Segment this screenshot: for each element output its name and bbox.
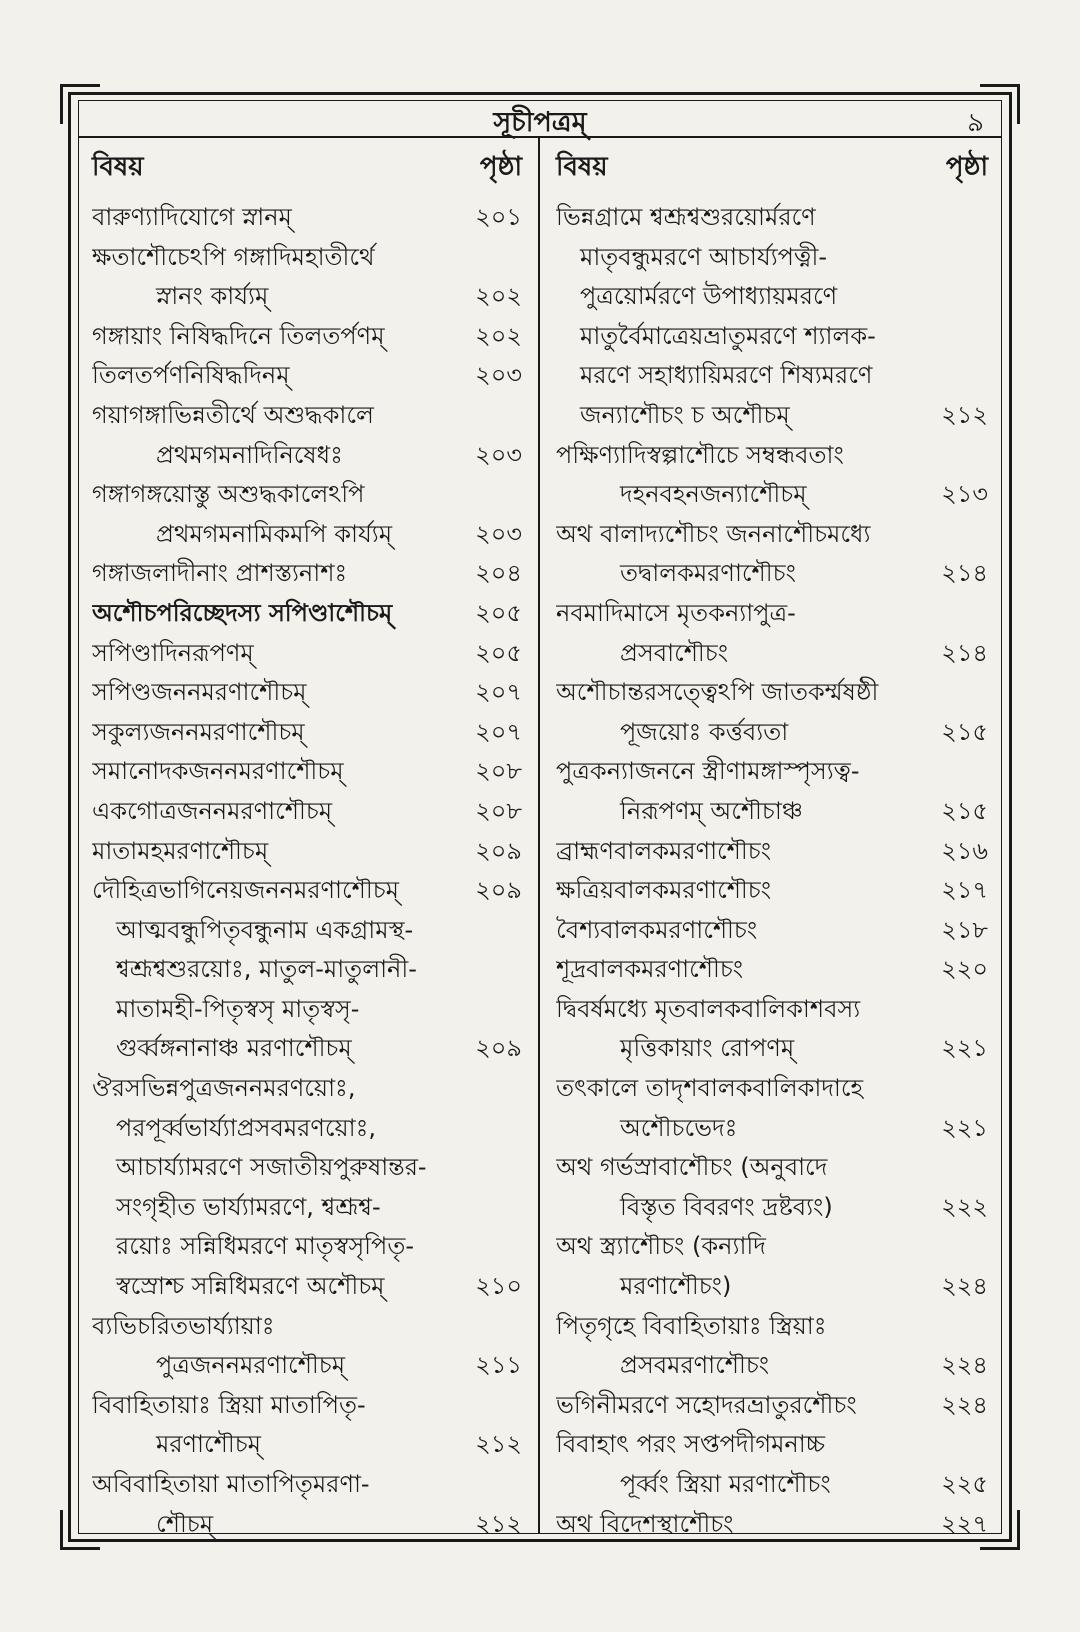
page-header [78, 100, 1002, 138]
subject-heading: বিষয় [556, 152, 608, 182]
toc-entry [556, 475, 988, 515]
left-column [92, 146, 522, 1544]
entry-title: মরণাশৌচং) [620, 1272, 732, 1301]
toc-entry [92, 752, 522, 792]
entry-title: গঙ্গায়াং নিষিদ্ধদিনে তিলতর্পণম্ [92, 321, 385, 350]
entry-title: স্নানং কার্য্যম্ [156, 282, 269, 311]
toc-entry [556, 396, 988, 436]
entry-page: ২২৫ [941, 1470, 988, 1498]
entry-page: ২১৭ [941, 876, 988, 905]
entry-page: ২১৬ [941, 836, 988, 865]
entry-title: পুত্রকন্যাজননে স্ত্রীণামঙ্গাস্পৃস্যত্ব- [556, 757, 860, 786]
entry-title: অথ গর্ভস্রাবাশৌচং (অনুবাদে [556, 1153, 828, 1182]
entry-title: সকুল্যজননমরণাশৌচম্ [92, 717, 305, 746]
toc-entry [556, 436, 988, 476]
toc-entry [556, 1069, 988, 1109]
entry-page: ২০৯ [475, 1034, 522, 1063]
entry-title: আত্মবন্ধুপিতৃবন্ধুনাম একগ্রামস্থ- [116, 915, 414, 944]
entry-title: রয়োঃ সন্নিধিমরণে মাতৃস্বসৃপিতৃ- [116, 1232, 414, 1261]
entry-title: পরপূর্ব্বভার্য্যাপ্রসবমরণয়োঃ, [116, 1113, 377, 1142]
toc-entry [92, 634, 522, 674]
entry-title: প্রথমগমনাদিনিষেধঃ [156, 440, 343, 469]
toc-entry [556, 1307, 988, 1347]
entry-title: পূর্ব্বং স্ত্রিয়া মরণাশৌচং [620, 1470, 831, 1498]
toc-entry [92, 1148, 522, 1188]
entry-title: ক্ষতাশৌচেঽপি গঙ্গাদিমহাতীর্থে [92, 242, 375, 271]
toc-entry [92, 1227, 522, 1267]
toc-entry [92, 713, 522, 753]
toc-entry [92, 277, 522, 317]
entry-title: গঙ্গাগঙ্গয়োস্তু অশুদ্ধকালেঽপি [92, 480, 365, 509]
toc-entry [556, 238, 988, 278]
entry-page: ২২১ [941, 1034, 988, 1063]
entry-title: একগোত্রজননমরণাশৌচম্ [92, 796, 333, 825]
entry-page: ২২২ [941, 1192, 988, 1221]
entry-page: ২১২ [475, 1430, 522, 1459]
entry-title: মাতুর্বৈমাত্রেয়ভ্রাতুমরণে শ্যালক- [580, 321, 876, 350]
toc-entry [556, 634, 988, 674]
entry-page: ২১১ [475, 1351, 522, 1380]
entry-page: ২০৯ [475, 836, 522, 865]
toc-entry [92, 1386, 522, 1426]
entry-title: ভিন্নগ্রামে শ্বশ্রূশ্বশুরয়োর্মরণে [556, 203, 816, 231]
toc-entry [556, 594, 988, 634]
toc-entry [92, 1188, 522, 1228]
entry-title: দ্বিবর্ষমধ্যে মৃতবালকবালিকাশবস্য [556, 994, 861, 1023]
column-header [556, 146, 988, 192]
entry-page: ২০৫ [475, 598, 522, 627]
entry-title: অথ স্ত্র্যাশৌচং (কন্যাদি [556, 1232, 766, 1261]
toc-entry [556, 1188, 988, 1228]
toc-entry [92, 871, 522, 911]
toc-entry [556, 1109, 988, 1149]
entry-title: মৃত্তিকায়াং রোপণম্ [620, 1034, 795, 1063]
toc-entry [92, 356, 522, 396]
toc-entry [92, 198, 522, 238]
toc-entry [92, 1465, 522, 1505]
entry-page: ২২৪ [941, 1351, 988, 1380]
entry-page: ২১০ [475, 1272, 522, 1301]
entry-page: ২১৪ [941, 638, 988, 667]
toc-entry [556, 554, 988, 594]
toc-entry [556, 713, 988, 753]
toc-entry [556, 871, 988, 911]
entry-page: ২০৩ [475, 440, 522, 469]
entry-title: সংগৃহীত ভার্য্যামরণে, শ্বশ্রূশ্ব- [116, 1192, 381, 1221]
subject-heading: বিষয় [92, 152, 144, 182]
entry-title: প্রসবমরণাশৌচং [620, 1351, 770, 1380]
entry-title: জন্যাশৌচং চ অশৌচম্ [580, 400, 790, 429]
toc-entry [556, 752, 988, 792]
toc-entry [556, 515, 988, 555]
entry-title: প্রসবাশৌচং [620, 638, 729, 667]
toc-entry [92, 1109, 522, 1149]
column-header [92, 146, 522, 192]
toc-entry [92, 792, 522, 832]
entry-page: ২১৫ [941, 796, 988, 825]
entry-page: ২১২ [475, 1509, 522, 1538]
entry-page: ২০৭ [475, 678, 522, 707]
entry-title: অশৌচভেদঃ [620, 1113, 738, 1142]
entry-title: গঙ্গাজলাদীনাং প্রাশস্ত্যনাশঃ [92, 559, 348, 588]
toc-entry [92, 317, 522, 357]
entry-title: বারুণ্যাদিযোগে স্নানম্ [92, 203, 292, 231]
entry-title: দৌহিত্রভাগিনেয়জননমরণাশৌচম্ [92, 876, 399, 905]
entry-title: অশৌচান্তরসত্ত্বেঽপি জাতকর্ম্মষষ্ঠী [556, 678, 879, 707]
toc-entry [556, 356, 988, 396]
toc-entry [556, 317, 988, 357]
entry-title: অবিবাহিতায়া মাতাপিতৃমরণা- [92, 1470, 370, 1498]
entry-title: তৎকালে তাদৃশবালকবালিকাদাহে [556, 1074, 864, 1103]
entry-title: তদ্বালকমরণাশৌচং [620, 559, 796, 588]
entry-title: গয়াগঙ্গাভিন্নতীর্থে অশুদ্ধকালে [92, 400, 374, 429]
entry-page: ২০২ [475, 321, 522, 350]
entry-title: বৈশ্যবালকমরণাশৌচং [556, 915, 758, 944]
toc-entry [92, 1069, 522, 1109]
toc-entry [556, 1148, 988, 1188]
entry-page: ২১৫ [941, 717, 988, 746]
entry-title: দহনবহনজন্যাশৌচম্ [620, 480, 807, 509]
entry-title: মাতৃবন্ধুমরণে আচার্য্যপত্নী- [580, 242, 828, 271]
entry-title: পুত্রজননমরণাশৌচম্ [156, 1351, 346, 1380]
toc-entry [92, 1267, 522, 1307]
entry-page: ২১২ [941, 400, 988, 429]
toc-entry [92, 475, 522, 515]
entry-page: ২০১ [475, 203, 522, 231]
entry-title: ব্রাহ্মণবালকমরণাশৌচং [556, 836, 772, 865]
entry-list [92, 198, 522, 1544]
toc-entry [92, 396, 522, 436]
column-divider [538, 138, 540, 1534]
entry-page: ২০২ [475, 282, 522, 311]
toc-entry [92, 1029, 522, 1069]
toc-entry [556, 1227, 988, 1267]
toc-entry [92, 832, 522, 872]
entry-title: শৌচম্ [156, 1509, 214, 1538]
entry-title: সপিণ্ডজননমরণাশৌচম্ [92, 678, 307, 707]
toc-entry [556, 1386, 988, 1426]
entry-title: গুর্ব্বঙ্গনানাঞ্চ মরণাশৌচম্ [116, 1034, 352, 1063]
toc-entry [92, 1346, 522, 1386]
toc-entry [556, 673, 988, 713]
entry-title: অথ বালাদ্যশৌচং জননাশৌচমধ্যে [556, 519, 871, 548]
entry-page: ২২০ [941, 955, 988, 984]
entry-title: তিলতর্পণনিষিদ্ধদিনম্ [92, 361, 290, 390]
entry-title: পূজয়োঃ কর্ত্তব্যতা [620, 717, 789, 746]
toc-entry [556, 950, 988, 990]
entry-page: ২০৩ [475, 519, 522, 548]
entry-title: ঔরসভিন্নপুত্রজননমরণয়োঃ, [92, 1074, 356, 1103]
toc-entry [556, 832, 988, 872]
entry-title: নিরূপণম্ অশৌচাঞ্চ [620, 796, 803, 825]
entry-title: মরণাশৌচম্ [156, 1430, 261, 1459]
entry-title: পক্ষিণ্যাদিস্বল্পাশৌচে সম্বন্ধবতাং [556, 440, 844, 469]
entry-title: শ্বশ্রূশ্বশুরয়োঃ, মাতুল-মাতুলানী- [116, 955, 417, 984]
entry-title: আচার্য্যামরণে সজাতীয়পুরুষান্তর- [116, 1153, 427, 1182]
toc-entry [556, 1346, 988, 1386]
page-title: সূচীপত্রম্ [493, 107, 587, 138]
toc-entry [92, 990, 522, 1030]
entry-page: ২২৪ [941, 1390, 988, 1419]
toc-entry [556, 198, 988, 238]
entry-title: প্রথমগমনামিকমপি কার্য্যম্ [156, 519, 393, 548]
toc-entry [556, 1465, 988, 1505]
entry-page: ২০৫ [475, 638, 522, 667]
toc-entry [92, 554, 522, 594]
entry-page: ২১৮ [941, 915, 988, 944]
page-heading: পৃষ্ঠা [479, 152, 522, 182]
entry-page: ২০৭ [475, 717, 522, 746]
entry-title: অথ বিদেশস্থাশৌচং [556, 1509, 734, 1538]
toc-entry [92, 1505, 522, 1545]
entry-title: মাতামহী-পিতৃস্বসৃ মাতৃস্বসৃ- [116, 994, 360, 1023]
toc-entry [556, 990, 988, 1030]
toc-entry [92, 594, 522, 634]
entry-page: ২০৮ [475, 796, 522, 825]
entry-page: ২২১ [941, 1113, 988, 1142]
entry-page: ২২৪ [941, 1272, 988, 1301]
entry-page: ২০৩ [475, 361, 522, 390]
entry-title: ভগিনীমরণে সহোদরভ্রাতুরশৌচং [556, 1390, 857, 1419]
entry-title: সমানোদকজননমরণাশৌচম্ [92, 757, 344, 786]
toc-entry [556, 1029, 988, 1069]
entry-list [556, 198, 988, 1544]
entry-page: ২০৮ [475, 757, 522, 786]
entry-title: সপিণ্ডাদিনরূপণম্ [92, 638, 254, 667]
toc-entry [92, 1307, 522, 1347]
entry-title: বিবাহাৎ পরং সপ্তপদীগমনাচ্চ [556, 1430, 825, 1459]
toc-entry [556, 1505, 988, 1545]
entry-title: মাতামহমরণাশৌচম্ [92, 836, 269, 865]
entry-title: পুত্রয়োর্মরণে উপাধ্যায়মরণে [580, 282, 838, 311]
entry-title: পিতৃগৃহে বিবাহিতায়াঃ স্ত্রিয়াঃ [556, 1311, 827, 1340]
entry-title: শূদ্রবালকমরণাশৌচং [556, 955, 744, 984]
toc-entry [556, 277, 988, 317]
toc-entry [92, 950, 522, 990]
entry-title: মরণে সহাধ্যায়িমরণে শিষ্যমরণে [580, 361, 873, 390]
toc-entry [556, 1425, 988, 1465]
entry-page: ২২৭ [941, 1509, 988, 1538]
toc-entry [92, 673, 522, 713]
entry-title: বিবাহিতায়াঃ স্ত্রিয়া মাতাপিতৃ- [92, 1390, 366, 1419]
toc-entry [92, 1425, 522, 1465]
entry-page: ২০৯ [475, 876, 522, 905]
page-heading: পৃষ্ঠা [945, 152, 988, 182]
toc-entry [556, 1267, 988, 1307]
toc-entry [556, 792, 988, 832]
entry-title: অশৌচপরিচ্ছেদস্য সপিণ্ডাশৌচম্ [92, 598, 393, 627]
entry-title: ব্যভিচরিতভার্য্যায়াঃ [92, 1311, 275, 1340]
toc-entry [92, 436, 522, 476]
entry-page: ২১৩ [941, 480, 988, 509]
entry-title: স্বস্রোশ্চ সন্নিধিমরণে অশৌচম্ [116, 1272, 385, 1301]
page-number: ৯ [967, 108, 984, 138]
right-column [556, 146, 988, 1544]
entry-title: ক্ষত্রিয়বালকমরণাশৌচং [556, 876, 772, 905]
entry-page: ২০৪ [475, 559, 522, 588]
toc-entry [92, 238, 522, 278]
toc-entry [92, 515, 522, 555]
entry-title: বিস্তৃত বিবরণং দ্রষ্টব্যং) [620, 1192, 833, 1221]
toc-entry [92, 911, 522, 951]
entry-title: নবমাদিমাসে মৃতকন্যাপুত্র- [556, 598, 796, 627]
toc-entry [556, 911, 988, 951]
entry-page: ২১৪ [941, 559, 988, 588]
